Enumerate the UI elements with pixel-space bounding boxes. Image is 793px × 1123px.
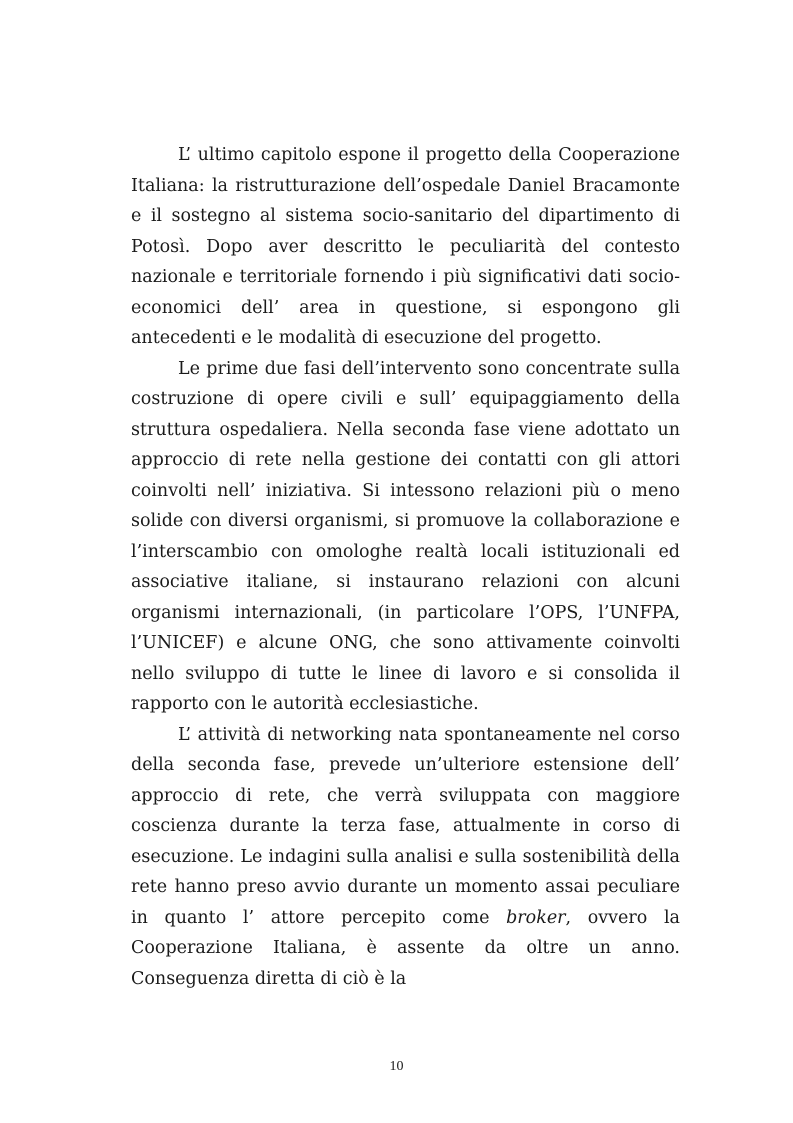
paragraph-1: L’ ultimo capitolo espone il progetto della Cooperazione Italiana: la ristrutturazione dell’ospedale Daniel Bracamonte e il sostegno al sistema socio-sanitario del dipartimento di Potosì. Dopo aver descritto le peculiarità del contesto nazionale e territoriale fornendo i più significativi dati socio-economici dell’ area in questione, si espongono gli antecedenti e le modalità di esecuzione del progetto. [131,145,680,348]
paragraph-3-text-after: , ovvero la Cooperazione Italiana, è assente da oltre un anno. Conseguenza diretta di ciò è la [131,907,680,989]
body-text [131,140,680,994]
paragraph-3-text-before: L’ attività di networking nata spontaneamente nel corso della seconda fase, prevede un’ulteriore estensione dell’ approccio di rete, che verrà sviluppata con maggiore coscienza durante la terza fase, attualmente in corso di esecuzione. Le indagini sulla analisi e sulla sostenibilità della rete hanno preso avvio durante un momento assai peculiare in quanto l’ attore percepito come [131,724,680,928]
page-number: 10 [389,1059,404,1074]
paragraph-3 [131,720,680,995]
emphasis-broker: broker [506,907,566,928]
paragraph-2: Le prime due fasi dell’intervento sono concentrate sulla costruzione di opere civili e sull’ equipaggiamento della struttura ospedaliera. Nella seconda fase viene adottato un approccio di rete nella gestione dei contatti con gli attori coinvolti nell’ iniziativa. Si intessono relazioni più o meno solide con diversi organismi, si promuove la collaborazione e l’interscambio con omologhe realtà locali istituzionali ed associative italiane, si instaurano relazioni con alcuni organismi internazionali, (in particolare l’OPS, l’UNFPA, l’UNICEF) e alcune ONG, che sono attivamente coinvolti nello sviluppo di tutte le linee di lavoro e si consolida il rapporto con le autorità ecclesiastiche. [131,358,680,714]
